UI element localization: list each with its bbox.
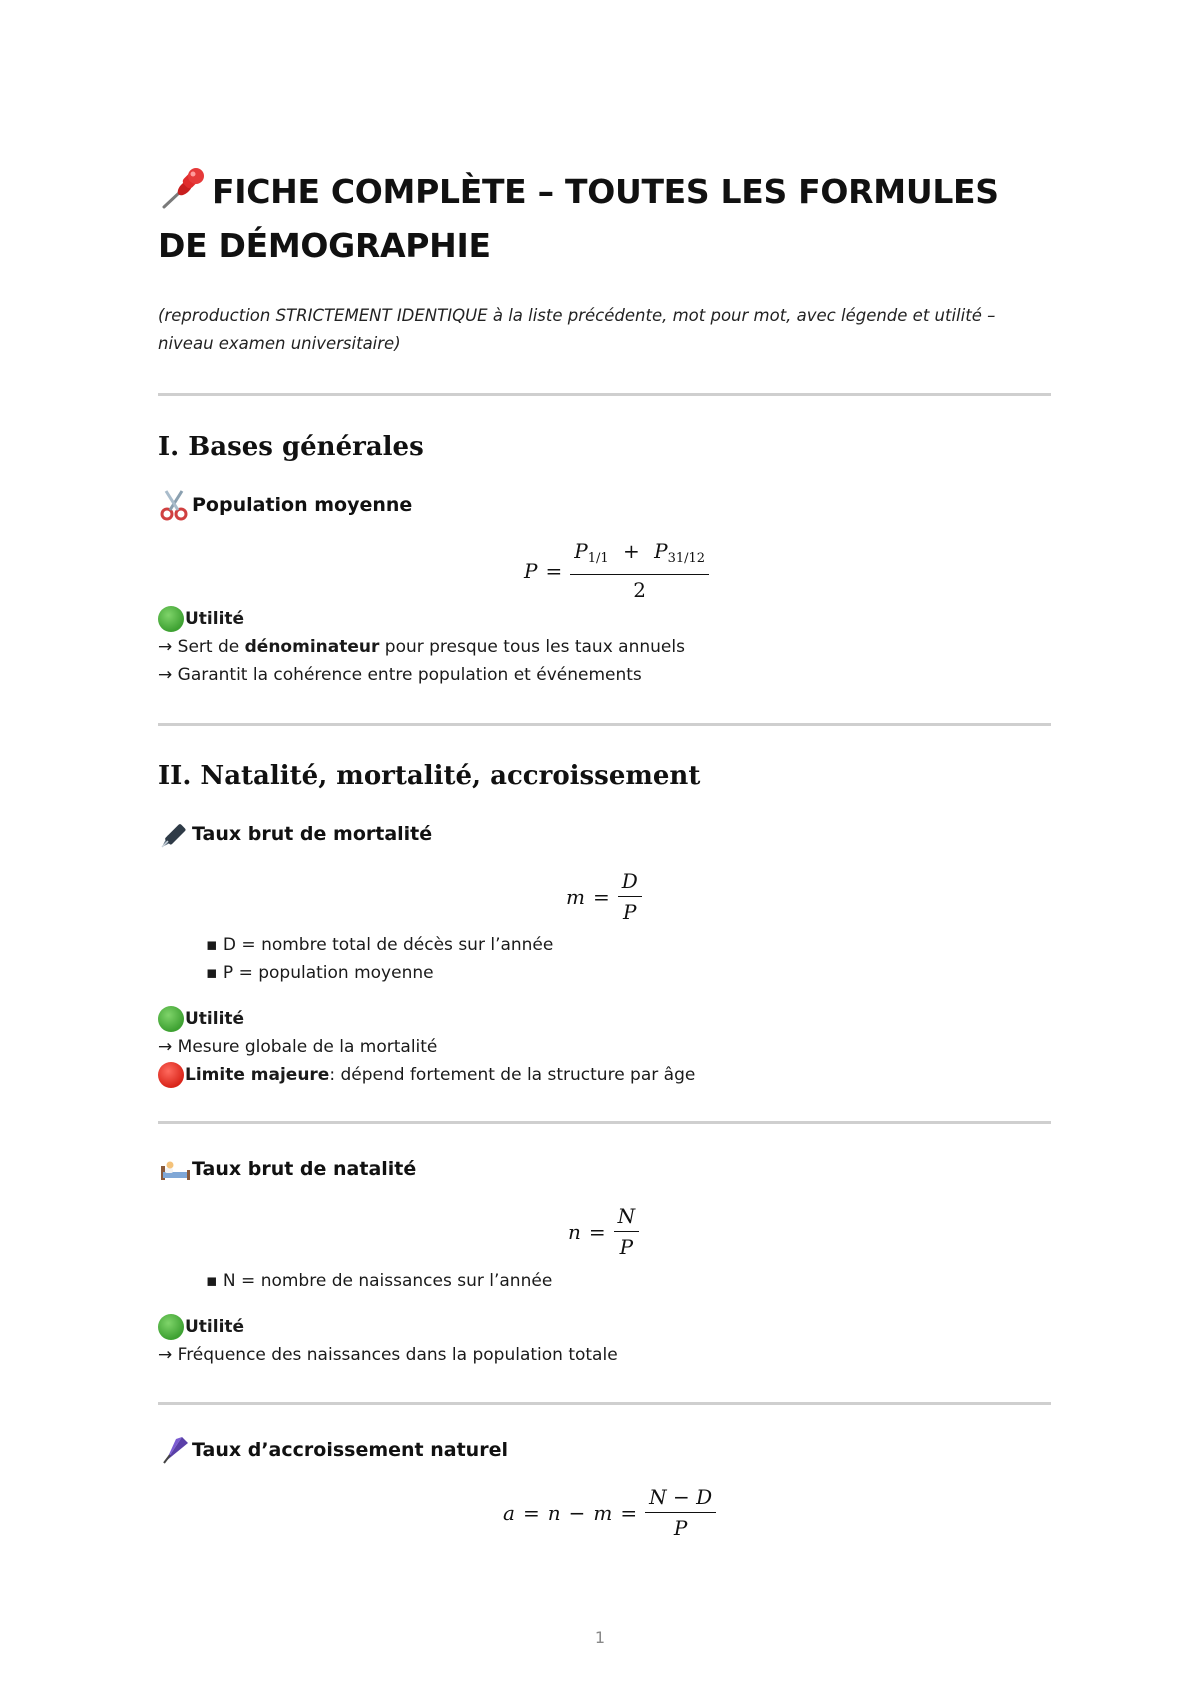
- bed-icon: [158, 1152, 192, 1186]
- subheading-accroissement-naturel: Taux d’accroissement naturel: [158, 1433, 508, 1467]
- utilite-line: → Fréquence des naissances dans la population totale: [158, 1345, 618, 1365]
- list-item: ▪ D = nombre total de décès sur l’année: [206, 935, 554, 955]
- green-circle-icon: [158, 1006, 184, 1032]
- divider: [158, 723, 1051, 726]
- scissors-icon: [158, 488, 192, 522]
- limite-line: Limite majeure : dépend fortement de la structure par âge: [158, 1062, 695, 1088]
- utilite-line: → Sert de dénominateur pour presque tous les taux annuels: [158, 637, 685, 657]
- umbrella-icon: [158, 1433, 192, 1467]
- divider: [158, 1402, 1051, 1405]
- formula-taux-mortalite: m = $\frac{D}{P}$: [566, 868, 642, 925]
- title-block: [158, 165, 1051, 273]
- fountain-pen-icon: [158, 817, 192, 851]
- formula-population-moyenne: P = $\frac{P_{1/1} + P_{31/12}}{2}$: [524, 538, 709, 603]
- utilite-label: Utilité: [158, 1006, 244, 1032]
- page-number: 1: [594, 1628, 606, 1647]
- document-page: [158, 0, 1051, 1696]
- section-heading-natalite-mortalite: II. Natalité, mortalité, accroissement: [158, 761, 701, 791]
- subheading-taux-mortalite: Taux brut de mortalité: [158, 817, 432, 851]
- subheading-population-moyenne: Population moyenne: [158, 488, 412, 522]
- list-item: ▪ P = population moyenne: [206, 963, 434, 983]
- formula-taux-natalite: n = $\frac{N}{P}$: [568, 1203, 639, 1260]
- utilite-label: Utilité: [158, 606, 244, 632]
- green-circle-icon: [158, 1314, 184, 1340]
- green-circle-icon: [158, 606, 184, 632]
- divider: [158, 393, 1051, 396]
- utilite-label: Utilité: [158, 1314, 244, 1340]
- divider: [158, 1121, 1051, 1124]
- section-heading-bases: I. Bases générales: [158, 432, 424, 462]
- page-title: FICHE COMPLÈTE – TOUTES LES FORMULES DE DÉMOGRAPHIE: [158, 165, 1051, 273]
- formula-accroissement-naturel: a = n − m = $\frac{N - D}{P}$: [503, 1484, 716, 1541]
- red-circle-icon: [158, 1062, 184, 1088]
- subheading-taux-natalite: Taux brut de natalité: [158, 1152, 416, 1186]
- subtitle: (reproduction STRICTEMENT IDENTIQUE à la liste précédente, mot pour mot, avec légende et utilité – niveau examen universitaire): [158, 306, 996, 353]
- list-item: ▪ N = nombre de naissances sur l’année: [206, 1271, 553, 1291]
- pushpin-icon: [158, 167, 212, 211]
- utilite-line: → Garantit la cohérence entre population et événements: [158, 665, 642, 685]
- utilite-line: → Mesure globale de la mortalité: [158, 1037, 438, 1057]
